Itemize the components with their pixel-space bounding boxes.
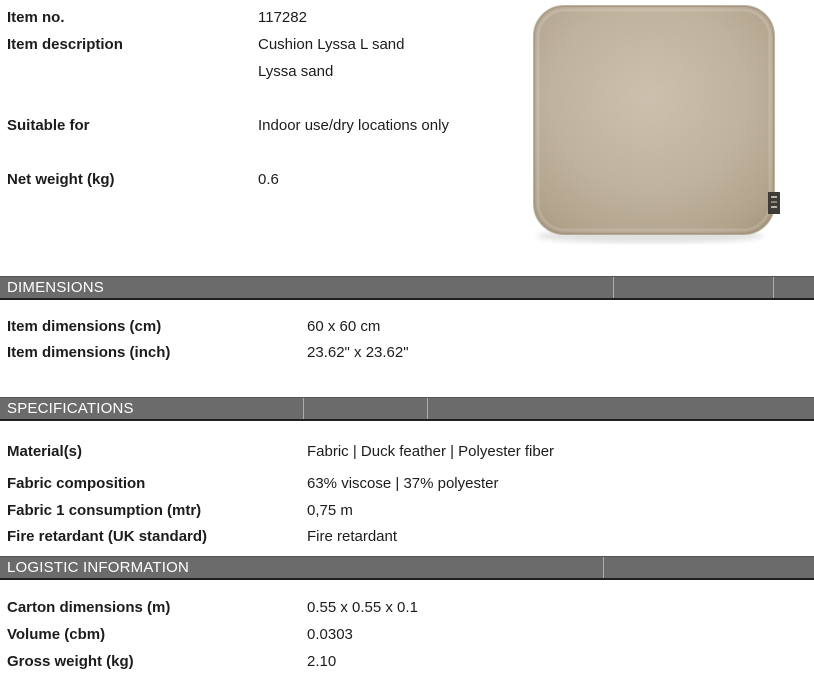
- field-value: Indoor use/dry locations only: [258, 117, 449, 134]
- spec-value: 0,75 m: [307, 502, 353, 519]
- section-title: LOGISTIC INFORMATION: [7, 559, 190, 576]
- section-header-logistic-information: [0, 556, 814, 580]
- spec-value: Fabric | Duck feather | Polyester fiber: [307, 443, 555, 460]
- spec-value: 2.10: [307, 653, 337, 670]
- spec-label: Gross weight (kg): [7, 653, 134, 670]
- spec-label: Carton dimensions (m): [7, 599, 171, 616]
- field-label: Item no.: [7, 9, 65, 26]
- spec-value: 0.0303: [307, 626, 353, 643]
- header-cell-divider: [427, 398, 428, 419]
- spec-row: [0, 626, 814, 644]
- spec-row: [0, 443, 814, 461]
- spec-row: [0, 475, 814, 493]
- header-cell-divider: [603, 557, 604, 578]
- field-label: Item description: [7, 36, 123, 53]
- header-cell-divider: [773, 277, 774, 298]
- spec-label: Fabric composition: [7, 475, 146, 492]
- spec-row: [0, 528, 814, 546]
- field-value: Lyssa sand: [258, 63, 334, 80]
- spec-row: [0, 502, 814, 520]
- field-value: 117282: [258, 9, 307, 26]
- section-header-specifications: [0, 397, 814, 421]
- spec-row: [0, 344, 814, 362]
- field-value: Cushion Lyssa L sand: [258, 36, 405, 53]
- spec-label: Item dimensions (cm): [7, 318, 162, 335]
- field-label: Net weight (kg): [7, 171, 115, 188]
- spec-row: [0, 318, 814, 336]
- spec-row: [0, 599, 814, 617]
- spec-value: 0.55 x 0.55 x 0.1: [307, 599, 418, 616]
- cushion-image: [528, 2, 780, 246]
- field-label: Suitable for: [7, 117, 90, 134]
- field-value: 0.6: [258, 171, 279, 188]
- spec-label: Material(s): [7, 443, 83, 460]
- product-photo: [528, 2, 780, 246]
- section-title: SPECIFICATIONS: [7, 400, 134, 417]
- spec-value: 23.62" x 23.62": [307, 344, 409, 361]
- spec-value: Fire retardant: [307, 528, 398, 545]
- header-cell-divider: [303, 398, 304, 419]
- spec-row: [0, 653, 814, 671]
- cushion-tag: [768, 192, 780, 214]
- spec-label: Fire retardant (UK standard): [7, 528, 208, 545]
- spec-label: Fabric 1 consumption (mtr): [7, 502, 202, 519]
- spec-label: Item dimensions (inch): [7, 344, 171, 361]
- spec-value: 63% viscose | 37% polyester: [307, 475, 499, 492]
- spec-value: 60 x 60 cm: [307, 318, 381, 335]
- spec-label: Volume (cbm): [7, 626, 106, 643]
- header-cell-divider: [613, 277, 614, 298]
- section-header-dimensions: [0, 276, 814, 300]
- section-title: DIMENSIONS: [7, 279, 105, 296]
